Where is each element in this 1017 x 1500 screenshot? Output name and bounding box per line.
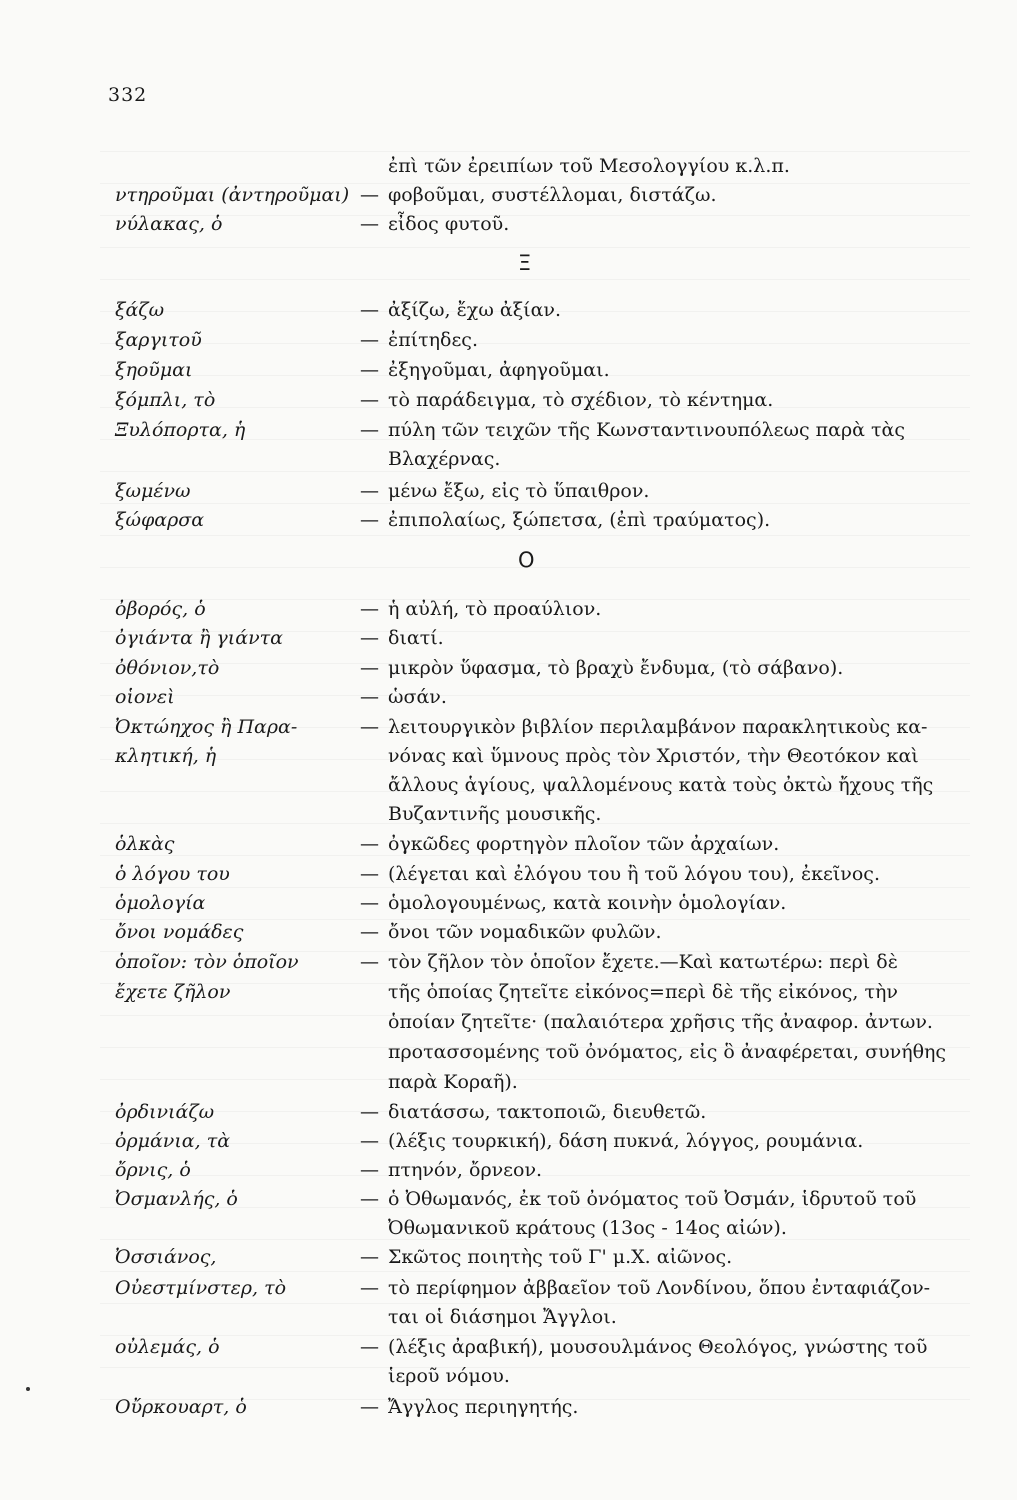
entry-term: ἔχετε ζῆλον bbox=[115, 981, 231, 1003]
entry-term: ξαργιτοῦ bbox=[115, 329, 202, 351]
entry-dash: — bbox=[360, 1130, 379, 1152]
entry-term: ξάζω bbox=[115, 299, 165, 321]
entry-definition: ὡσάν. bbox=[388, 686, 447, 708]
entry-dash: — bbox=[360, 1101, 379, 1123]
entry-definition: λειτουργικὸν βιβλίον περιλαμβάνον παρακλητικοὺς κα- bbox=[388, 716, 928, 738]
entry-definition: Ἄγγλος περιηγητής. bbox=[388, 1396, 579, 1418]
entry-definition: Ὀθωμανικοῦ κράτους (13ος - 14ος αἰών). bbox=[388, 1217, 787, 1239]
entry-dash: — bbox=[360, 480, 379, 502]
entry-dash: — bbox=[360, 863, 379, 885]
entry-dash: — bbox=[360, 359, 379, 381]
entry-dash: — bbox=[360, 657, 379, 679]
entry-term: ντηροῦμαι (ἀντηροῦμαι) bbox=[115, 184, 350, 206]
entry-dash: — bbox=[360, 1246, 379, 1268]
entry-definition: ἐπὶ τῶν ἐρειπίων τοῦ Μεσολογγίου κ.λ.π. bbox=[388, 155, 790, 177]
entry-term: ξόμπλι, τὸ bbox=[115, 389, 216, 411]
entry-definition: φοβοῦμαι, συστέλλομαι, διστάζω. bbox=[388, 184, 717, 206]
entry-dash: — bbox=[360, 686, 379, 708]
entry-definition: Σκῶτος ποιητὴς τοῦ Γ' μ.Χ. αἰῶνος. bbox=[388, 1246, 733, 1268]
entry-term: ὀρμάνια, τὰ bbox=[115, 1130, 231, 1152]
entry-term: οἱονεὶ bbox=[115, 686, 175, 708]
entry-term: ξωμένω bbox=[115, 480, 191, 502]
entry-term: ὀβορός, ὁ bbox=[115, 598, 206, 620]
entry-dash: — bbox=[360, 1336, 379, 1358]
entry-dash: — bbox=[360, 716, 379, 738]
entry-term: Οὔρκουαρτ, ὁ bbox=[115, 1396, 247, 1418]
entry-term: ὁ λόγου του bbox=[115, 863, 230, 885]
entry-definition: ἐπίτηδες. bbox=[388, 329, 478, 351]
entry-definition: προτασσομένης τοῦ ὀνόματος, εἰς ὃ ἀναφέρεται, συνήθης bbox=[388, 1041, 947, 1063]
entry-term: ὀρδινιάζω bbox=[115, 1101, 215, 1123]
entry-term: Ὀκτώηχος ἢ Παρα- bbox=[115, 716, 298, 738]
entry-term: οὐλεμάς, ὁ bbox=[115, 1336, 220, 1358]
entry-dash: — bbox=[360, 598, 379, 620]
entry-dash: — bbox=[360, 509, 379, 531]
entry-term: νύλακας, ὁ bbox=[115, 213, 223, 235]
entry-term: ὁλκὰς bbox=[115, 833, 175, 855]
entry-definition: τῆς ὁποίας ζητεῖτε εἰκόνος=περὶ δὲ τῆς εἰκόνος, τὴν bbox=[388, 981, 898, 1003]
entry-definition: Βυζαντινῆς μουσικῆς. bbox=[388, 803, 602, 825]
entry-definition: ὁποίαν ζητεῖτε· (παλαιότερα χρῆσις τῆς ἀναφορ. ἀντων. bbox=[388, 1011, 933, 1033]
entry-dash: — bbox=[360, 951, 379, 973]
entry-dash: — bbox=[360, 419, 379, 441]
entry-definition: πτηνόν, ὄρνεον. bbox=[388, 1159, 543, 1181]
entry-term: ὀθόνιον,τὸ bbox=[115, 657, 220, 679]
entry-term: Ὀσμανλής, ὁ bbox=[115, 1188, 238, 1210]
entry-dash: — bbox=[360, 213, 379, 235]
entry-dash: — bbox=[360, 184, 379, 206]
entry-term: ὄρνις, ὁ bbox=[115, 1159, 191, 1181]
entry-definition: ἐξηγοῦμαι, ἀφηγοῦμαι. bbox=[388, 359, 610, 381]
entry-definition: ὁ Ὀθωμανός, ἐκ τοῦ ὀνόματος τοῦ Ὀσμάν, ἱδρυτοῦ τοῦ bbox=[388, 1188, 917, 1210]
page-number: 332 bbox=[108, 84, 148, 106]
entry-definition: διατάσσω, τακτοποιῶ, διευθετῶ. bbox=[388, 1101, 707, 1123]
entry-term: ξηοῦμαι bbox=[115, 359, 193, 381]
entry-definition: ὀγκῶδες φορτηγὸν πλοῖον τῶν ἀρχαίων. bbox=[388, 833, 780, 855]
entry-definition: παρὰ Κοραῆ). bbox=[388, 1071, 518, 1093]
entry-term: Ὀσσιάνος, bbox=[115, 1246, 217, 1268]
stray-mark bbox=[26, 1387, 30, 1391]
entry-dash: — bbox=[360, 1188, 379, 1210]
entry-dash: — bbox=[360, 389, 379, 411]
entry-definition: (λέξις ἀραβική), μουσουλμάνος Θεολόγος, γνώστης τοῦ bbox=[388, 1336, 928, 1358]
entry-definition: νόνας καὶ ὕμνους πρὸς τὸν Χριστόν, τὴν Θεοτόκον καὶ bbox=[388, 745, 919, 767]
entry-definition: ἡ αὐλή, τὸ προαύλιον. bbox=[388, 598, 602, 620]
entry-dash: — bbox=[360, 921, 379, 943]
entry-definition: (λέγεται καὶ ἐλόγου του ἢ τοῦ λόγου του), ἐκεῖνος. bbox=[388, 863, 880, 885]
entry-dash: — bbox=[360, 833, 379, 855]
entry-definition: Βλαχέρνας. bbox=[388, 448, 501, 470]
entry-definition: ἄλλους ἁγίους, ψαλλομένους κατὰ τοὺς ὀκτὼ ἤχους τῆς bbox=[388, 774, 934, 796]
entry-term: κλητική, ἡ bbox=[115, 745, 217, 767]
entry-term: Ξυλόπορτα, ἡ bbox=[115, 419, 246, 441]
entry-definition: ἐπιπολαίως, ξώπετσα, (ἐπὶ τραύματος). bbox=[388, 509, 771, 531]
entry-definition: ἱεροῦ νόμου. bbox=[388, 1365, 510, 1387]
entry-definition: ὁμολογουμένως, κατὰ κοινὴν ὁμολογίαν. bbox=[388, 892, 787, 914]
entry-term: ὁμολογία bbox=[115, 892, 206, 914]
entry-definition: μικρὸν ὕφασμα, τὸ βραχὺ ἔνδυμα, (τὸ σάβανο). bbox=[388, 657, 844, 679]
entry-dash: — bbox=[360, 627, 379, 649]
entry-definition: τὸ περίφημον ἀββαεῖον τοῦ Λονδίνου, ὅπου ἐνταφιάζον- bbox=[388, 1277, 931, 1299]
entry-definition: εἶδος φυτοῦ. bbox=[388, 213, 510, 235]
entry-definition: μένω ἔξω, εἰς τὸ ὕπαιθρον. bbox=[388, 480, 650, 502]
entry-term: ξώφαρσα bbox=[115, 509, 205, 531]
entry-dash: — bbox=[360, 1159, 379, 1181]
entry-dash: — bbox=[360, 892, 379, 914]
entry-dash: — bbox=[360, 1277, 379, 1299]
entry-dash: — bbox=[360, 299, 379, 321]
entry-definition: ὄνοι τῶν νομαδικῶν φυλῶν. bbox=[388, 921, 662, 943]
entry-definition: τὸ παράδειγμα, τὸ σχέδιον, τὸ κέντημα. bbox=[388, 389, 774, 411]
entry-term: Οὐεστμίνστερ, τὸ bbox=[115, 1277, 287, 1299]
entry-definition: ἀξίζω, ἔχω ἀξίαν. bbox=[388, 299, 562, 321]
entry-definition: (λέξις τουρκική), δάση πυκνά, λόγγος, ρουμάνια. bbox=[388, 1130, 864, 1152]
entry-term: ὄνοι νομάδες bbox=[115, 921, 244, 943]
section-letter-xi: Ξ bbox=[518, 251, 532, 275]
entry-definition: διατί. bbox=[388, 627, 444, 649]
entry-dash: — bbox=[360, 1396, 379, 1418]
entry-dash: — bbox=[360, 329, 379, 351]
entry-term: ὀγιάντα ἢ γιάντα bbox=[115, 627, 283, 649]
entry-definition: ται οἱ διάσημοι Ἄγγλοι. bbox=[388, 1306, 617, 1328]
entry-term: ὁποῖον: τὸν ὁποῖον bbox=[115, 951, 299, 973]
entry-definition: πύλη τῶν τειχῶν τῆς Κωνσταντινουπόλεως παρὰ τὰς bbox=[388, 419, 905, 441]
entry-definition: τὸν ζῆλον τὸν ὁποῖον ἔχετε.—Καὶ κατωτέρω: περὶ δὲ bbox=[388, 951, 898, 973]
section-letter-omicron: Ο bbox=[518, 548, 535, 572]
